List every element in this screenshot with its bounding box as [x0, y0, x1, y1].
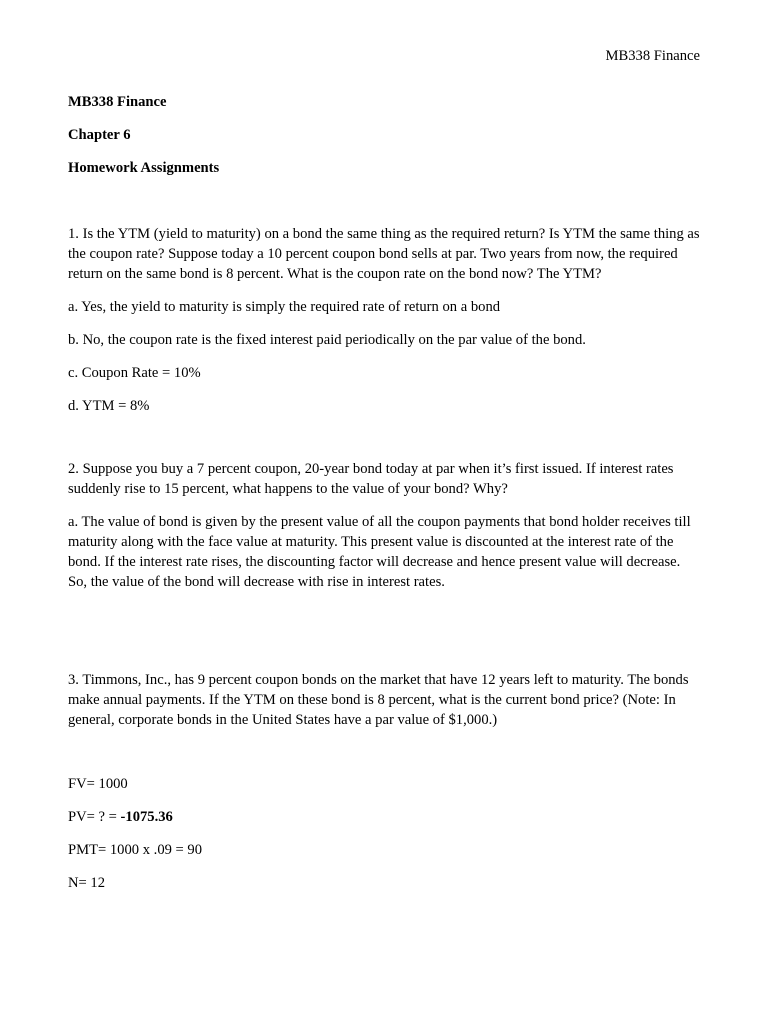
answer-1d: d. YTM = 8% [68, 398, 150, 414]
chapter-title: Chapter 6 [68, 127, 131, 143]
calc-fv: FV= 1000 [68, 776, 128, 792]
answer-2a: a. The value of bond is given by the present value of all the coupon payments that bond holder receives till maturity along with the face value at maturity. This present value is discounted at the interest rate of the bond. If the interest rate rises, the discounting factor will decrease and hence present value will decrease. So, the value of the bond will decrease with rise in interest rates. [68, 514, 691, 590]
answer-1b: b. No, the coupon rate is the fixed interest paid periodically on the par value of the bond. [68, 332, 586, 348]
question-3: 3. Timmons, Inc., has 9 percent coupon bonds on the market that have 12 years left to maturity. The bonds make annual payments. If the YTM on these bond is 8 percent, what is the current bond price? (Note: In general, corporate bonds in the United States have a par value of $1,000.) [68, 672, 689, 728]
document-body [68, 92, 702, 906]
course-title: MB338 Finance [68, 94, 167, 110]
answer-1a: a. Yes, the yield to maturity is simply the required rate of return on a bond [68, 299, 501, 315]
question-2: 2. Suppose you buy a 7 percent coupon, 20-year bond today at par when it’s first issued. If interest rates suddenly rise to 15 percent, what happens to the value of your bond? Why? [68, 461, 674, 497]
answer-1c: c. Coupon Rate = 10% [68, 365, 201, 381]
assignment-title: Homework Assignments [68, 160, 220, 176]
calc-pv-value: -1075.36 [120, 809, 173, 825]
running-header: MB338 Finance [605, 48, 700, 64]
question-1: 1. Is the YTM (yield to maturity) on a bond the same thing as the required return? Is YTM the same thing as the coupon rate? Suppose today a 10 percent coupon bond sells at par. Two years from now, the required return on the same bond is 8 percent. What is the coupon rate on the bond now? The YTM? [68, 226, 700, 282]
calc-pv [68, 807, 702, 827]
calc-pmt: PMT= 1000 x .09 = 90 [68, 842, 203, 858]
calc-n: N= 12 [68, 875, 106, 891]
calc-pv-label: PV= ? = [68, 809, 121, 825]
